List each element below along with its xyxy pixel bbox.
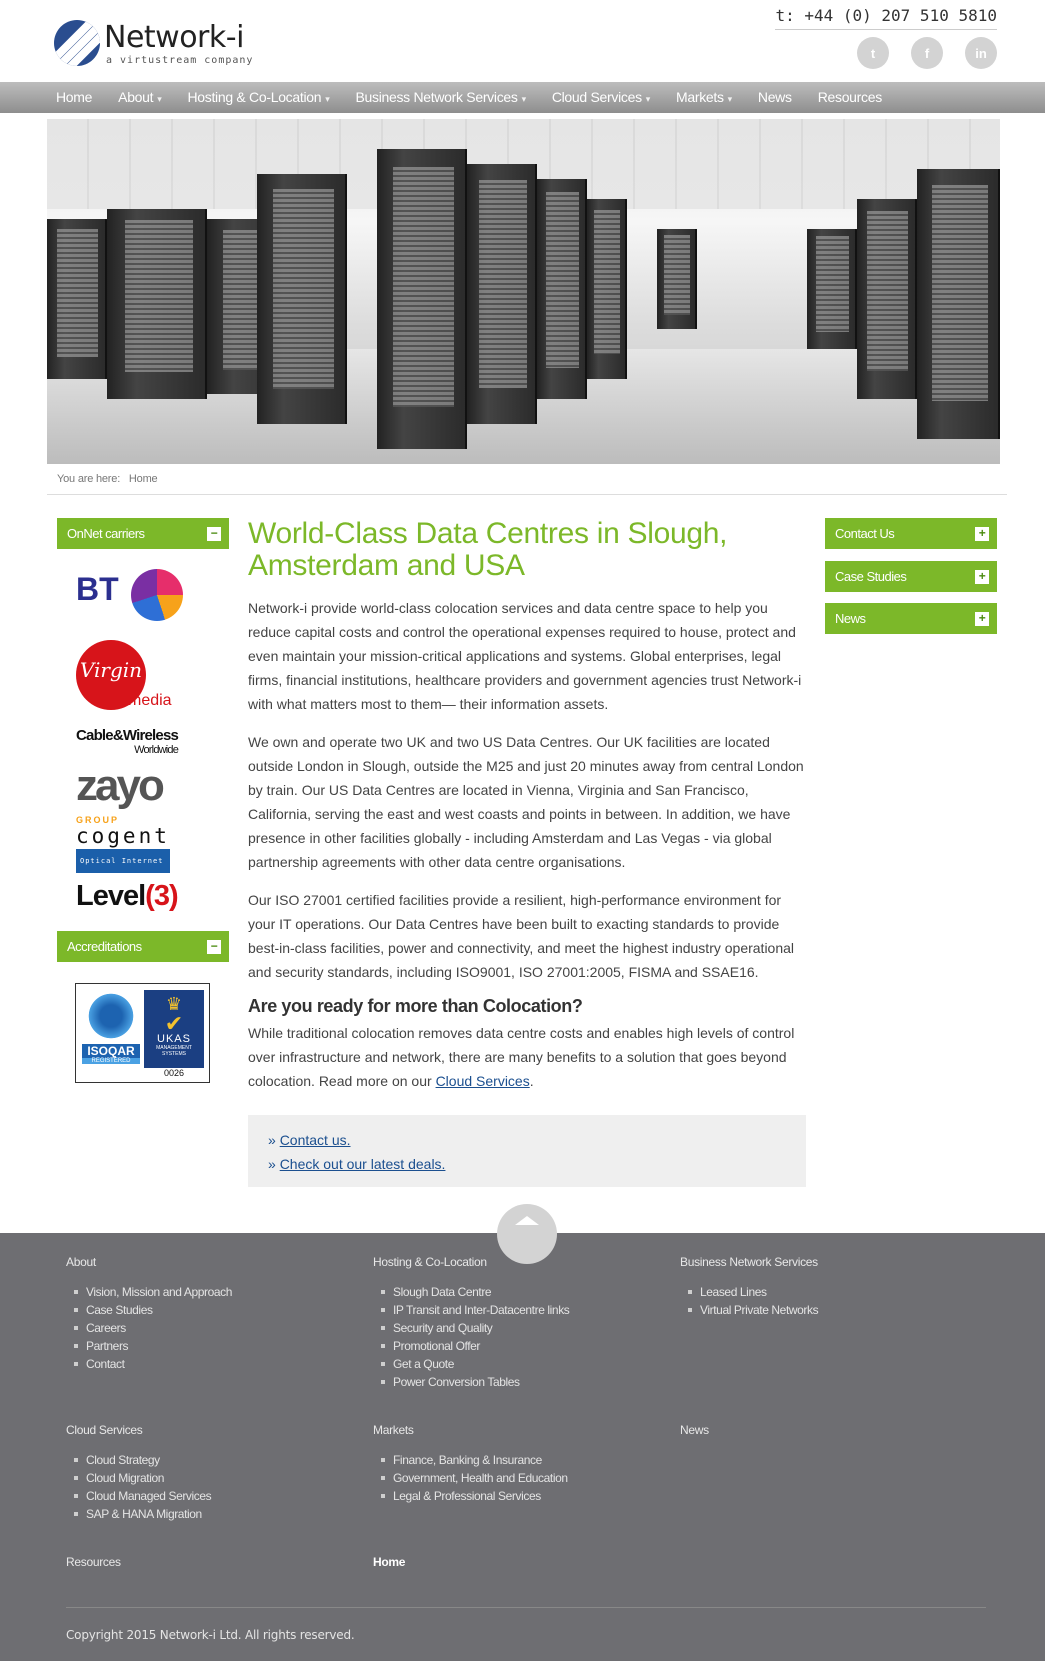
- cogent-logo: [76, 825, 170, 873]
- linkedin-icon[interactable]: in: [965, 37, 997, 69]
- data-centres-paragraph: We own and operate two UK and two US Data Centres. Our UK facilities are located outside London in Slough, outside the M25 and just 20 minutes away from central London by train. Our US Data Centres are located in Vienna, Virginia and San Francisco, California, serving the east and west coasts and points in between. In addition, we have presence in other facilities globally - including Amsterdam and Las Vegas - via global partnership agreements with other data centre organisations.: [248, 734, 804, 870]
- footer-link[interactable]: Slough Data Centre: [373, 1283, 569, 1301]
- footer-list: [373, 1451, 568, 1505]
- server-rack: [537, 179, 587, 399]
- server-rack: [917, 169, 1000, 439]
- ukas-number: 0026: [163, 1068, 185, 1078]
- cable-wireless-sub: Worldwide: [134, 744, 179, 756]
- cogent-bar-text: Optical Internet: [76, 849, 170, 873]
- footer-heading-active[interactable]: Home: [373, 1555, 406, 1569]
- chevron-down-icon: ▾: [521, 94, 526, 104]
- server-rack: [857, 199, 917, 399]
- expand-icon[interactable]: +: [975, 612, 989, 626]
- footer-list: [373, 1283, 569, 1391]
- page-title: World-Class Data Centres in Slough, Amsterdam and USA: [248, 517, 728, 582]
- server-rack: [257, 174, 347, 424]
- footer-heading[interactable]: News: [680, 1423, 709, 1437]
- footer-link[interactable]: Virtual Private Networks: [680, 1301, 818, 1319]
- accreditation-certificate: [75, 983, 210, 1083]
- footer-link[interactable]: Leased Lines: [680, 1283, 818, 1301]
- news-widget[interactable]: [825, 603, 997, 634]
- footer-link[interactable]: IP Transit and Inter-Datacentre links: [373, 1301, 569, 1319]
- footer-link[interactable]: Cloud Migration: [66, 1469, 211, 1487]
- footer-link[interactable]: Vision, Mission and Approach: [66, 1283, 232, 1301]
- chevron-down-icon: ▾: [645, 94, 650, 104]
- isoqar-registered: REGISTERED: [82, 1058, 140, 1064]
- footer-list: [66, 1451, 211, 1523]
- cta-contact-line: [268, 1128, 786, 1152]
- site-header: [0, 0, 1045, 82]
- footer-link[interactable]: Careers: [66, 1319, 232, 1337]
- virgin-script: Virgin: [76, 640, 146, 710]
- widget-title: News: [835, 611, 866, 626]
- chevron-down-icon: ▾: [727, 94, 732, 104]
- footer-heading[interactable]: Hosting & Co-Location: [373, 1255, 487, 1269]
- logo-mark-icon: [54, 20, 100, 66]
- level3-text: Level: [76, 880, 146, 912]
- cta-deals-line: [268, 1152, 786, 1176]
- check-icon: ✔: [164, 1011, 184, 1036]
- footer-news: [680, 1423, 709, 1437]
- onnet-carriers-header[interactable]: [57, 518, 229, 549]
- widget-title: Case Studies: [835, 569, 907, 584]
- nav-hosting-label: Hosting & Co-Location: [187, 89, 322, 105]
- footer-divider: [66, 1607, 986, 1608]
- nav-resources[interactable]: [818, 82, 882, 113]
- nav-markets[interactable]: [676, 82, 732, 113]
- nav-home[interactable]: [56, 82, 92, 113]
- server-rack: [467, 164, 537, 424]
- footer-heading[interactable]: Resources: [66, 1555, 121, 1569]
- nav-resources-label: Resources: [817, 89, 882, 105]
- iso-paragraph: Our ISO 27001 certified facilities provide a resilient, high-performance environment for your IT operations. Our Data Centres have been built to exacting standards to provide best-in-class facilities, power and connectivity, and meet the highest industry operational and security standards, including ISO9001, ISO 27001:2005, FISMA and SSAE16.: [248, 892, 795, 980]
- footer-about: [66, 1255, 232, 1373]
- footer-link[interactable]: Partners: [66, 1337, 232, 1355]
- zayo-text: zayo: [76, 761, 162, 810]
- footer-heading[interactable]: About: [66, 1255, 96, 1269]
- footer-link[interactable]: SAP & HANA Migration: [66, 1505, 211, 1523]
- level3-logo: [76, 880, 178, 913]
- crown-icon: ♛: [165, 994, 183, 1014]
- cta-prefix: »: [268, 1156, 280, 1172]
- expand-icon[interactable]: +: [975, 570, 989, 584]
- footer-link[interactable]: Case Studies: [66, 1301, 232, 1319]
- contact-us-widget[interactable]: [825, 518, 997, 549]
- cta-prefix: »: [268, 1132, 280, 1148]
- collapse-icon[interactable]: −: [207, 940, 221, 954]
- twitter-icon[interactable]: t: [857, 37, 889, 69]
- expand-icon[interactable]: +: [975, 527, 989, 541]
- chevron-down-icon: ▾: [325, 94, 330, 104]
- server-rack: [657, 229, 697, 329]
- nav-cloud-label: Cloud Services: [551, 89, 642, 105]
- nav-markets-label: Markets: [675, 89, 724, 105]
- server-rack: [107, 209, 207, 399]
- zayo-group-text: GROUP: [76, 815, 120, 825]
- bt-globe-icon: [131, 569, 183, 621]
- footer-cloud: [66, 1423, 211, 1523]
- intro-paragraph: Network-i provide world-class colocation services and data centre space to help you reduce capital costs and control the operational expenses required to house, protect and even maintain your mission-critical applications and systems. Global enterprises, legal firms, financial institutions, healthcare providers and government agencies trust Network-i with what matters most to them— their information assets.: [248, 600, 802, 712]
- virgin-media-text: media: [128, 692, 172, 709]
- footer-home: [373, 1555, 405, 1569]
- server-rack: [807, 229, 857, 349]
- footer-list: [680, 1283, 818, 1319]
- divider: [47, 494, 1007, 495]
- copyright: Copyright 2015 Network-i Ltd. All rights reserved.: [66, 1628, 355, 1642]
- colocation-end: .: [529, 1073, 534, 1089]
- widget-title: Contact Us: [835, 526, 895, 541]
- zayo-logo: [76, 761, 162, 825]
- isoqar-star-icon: [85, 990, 137, 1042]
- collapse-icon[interactable]: −: [207, 527, 221, 541]
- nav-about[interactable]: [118, 82, 161, 113]
- scroll-to-top-button[interactable]: [497, 1204, 557, 1264]
- cta-box: [248, 1115, 806, 1187]
- nav-home-label: Home: [56, 89, 93, 105]
- footer-hosting: [373, 1255, 569, 1391]
- footer-link[interactable]: Power Conversion Tables: [373, 1373, 569, 1391]
- footer-link[interactable]: Legal & Professional Services: [373, 1487, 568, 1505]
- site-footer: [0, 1233, 1045, 1661]
- bt-logo: [76, 571, 119, 608]
- nav-about-label: About: [118, 89, 154, 105]
- contact-us-link[interactable]: Contact us.: [279, 1132, 351, 1148]
- server-rack: [47, 219, 107, 379]
- nav-cloud[interactable]: [552, 82, 650, 113]
- isoqar-badge: [82, 990, 140, 1076]
- server-rack: [587, 199, 627, 379]
- logo-name: Network-i: [104, 20, 244, 55]
- footer-link[interactable]: Contact: [66, 1355, 232, 1373]
- colocation-text: While traditional colocation removes data centre costs and enables high levels of control over infrastructure and network, there are many benefits to a solution that goes beyond colocation. Read more on our: [248, 1025, 795, 1089]
- footer-business: [680, 1255, 818, 1319]
- social-links: [857, 37, 997, 69]
- nav-hosting[interactable]: [187, 82, 329, 113]
- nav-business[interactable]: [355, 82, 525, 113]
- ukas-label: UKAS: [157, 1033, 191, 1045]
- latest-deals-link[interactable]: Check out our latest deals.: [279, 1156, 446, 1172]
- cable-wireless-logo: [76, 729, 178, 757]
- footer-link[interactable]: Get a Quote: [373, 1355, 569, 1373]
- cloud-services-link[interactable]: Cloud Services: [435, 1073, 530, 1089]
- footer-heading[interactable]: Cloud Services: [66, 1423, 143, 1437]
- ukas-badge: [144, 990, 204, 1068]
- footer-resources: [66, 1555, 121, 1569]
- site-logo[interactable]: [54, 20, 264, 70]
- case-studies-widget[interactable]: [825, 561, 997, 592]
- footer-link[interactable]: Finance, Banking & Insurance: [373, 1451, 568, 1469]
- breadcrumb-current[interactable]: Home: [128, 473, 158, 485]
- hero-image: [47, 119, 1000, 464]
- nav-news[interactable]: [758, 82, 792, 113]
- isoqar-label: ISOQAR: [82, 1044, 140, 1058]
- breadcrumb-prefix: You are here:: [57, 473, 121, 485]
- virgin-media-logo: [76, 640, 181, 712]
- main-nav: [0, 82, 1045, 113]
- nav-news-label: News: [757, 89, 792, 105]
- widget-title: OnNet carriers: [67, 526, 145, 541]
- footer-link[interactable]: Promotional Offer: [373, 1337, 569, 1355]
- footer-heading[interactable]: Business Network Services: [680, 1255, 818, 1269]
- nav-business-label: Business Network Services: [355, 89, 518, 105]
- section-subtitle: Are you ready for more than Colocation?: [248, 996, 583, 1016]
- breadcrumb: [57, 473, 157, 485]
- footer-link[interactable]: Government, Health and Education: [373, 1469, 568, 1487]
- footer-link[interactable]: Cloud Strategy: [66, 1451, 211, 1469]
- accreditations-header[interactable]: [57, 931, 229, 962]
- level3-num: (3): [145, 880, 178, 912]
- footer-markets: [373, 1423, 568, 1505]
- footer-heading[interactable]: Markets: [373, 1423, 414, 1437]
- cogent-text: cogent: [76, 824, 170, 848]
- chevron-down-icon: ▾: [157, 94, 162, 104]
- colocation-paragraph: [248, 1021, 806, 1093]
- phone-number: t: +44 (0) 207 510 5810: [775, 6, 997, 30]
- ukas-management: MANAGEMENT SYSTEMS: [156, 1045, 192, 1057]
- logo-tagline: a virtustream company: [106, 55, 254, 66]
- cable-wireless-text: Cable&Wireless: [76, 727, 179, 744]
- bt-logo-text: BT: [76, 571, 119, 607]
- footer-link[interactable]: Security and Quality: [373, 1319, 569, 1337]
- server-rack: [377, 149, 467, 449]
- footer-list: [66, 1283, 232, 1373]
- footer-link[interactable]: Cloud Managed Services: [66, 1487, 211, 1505]
- main-content: [248, 518, 806, 1093]
- facebook-icon[interactable]: f: [911, 37, 943, 69]
- widget-title: Accreditations: [67, 939, 142, 954]
